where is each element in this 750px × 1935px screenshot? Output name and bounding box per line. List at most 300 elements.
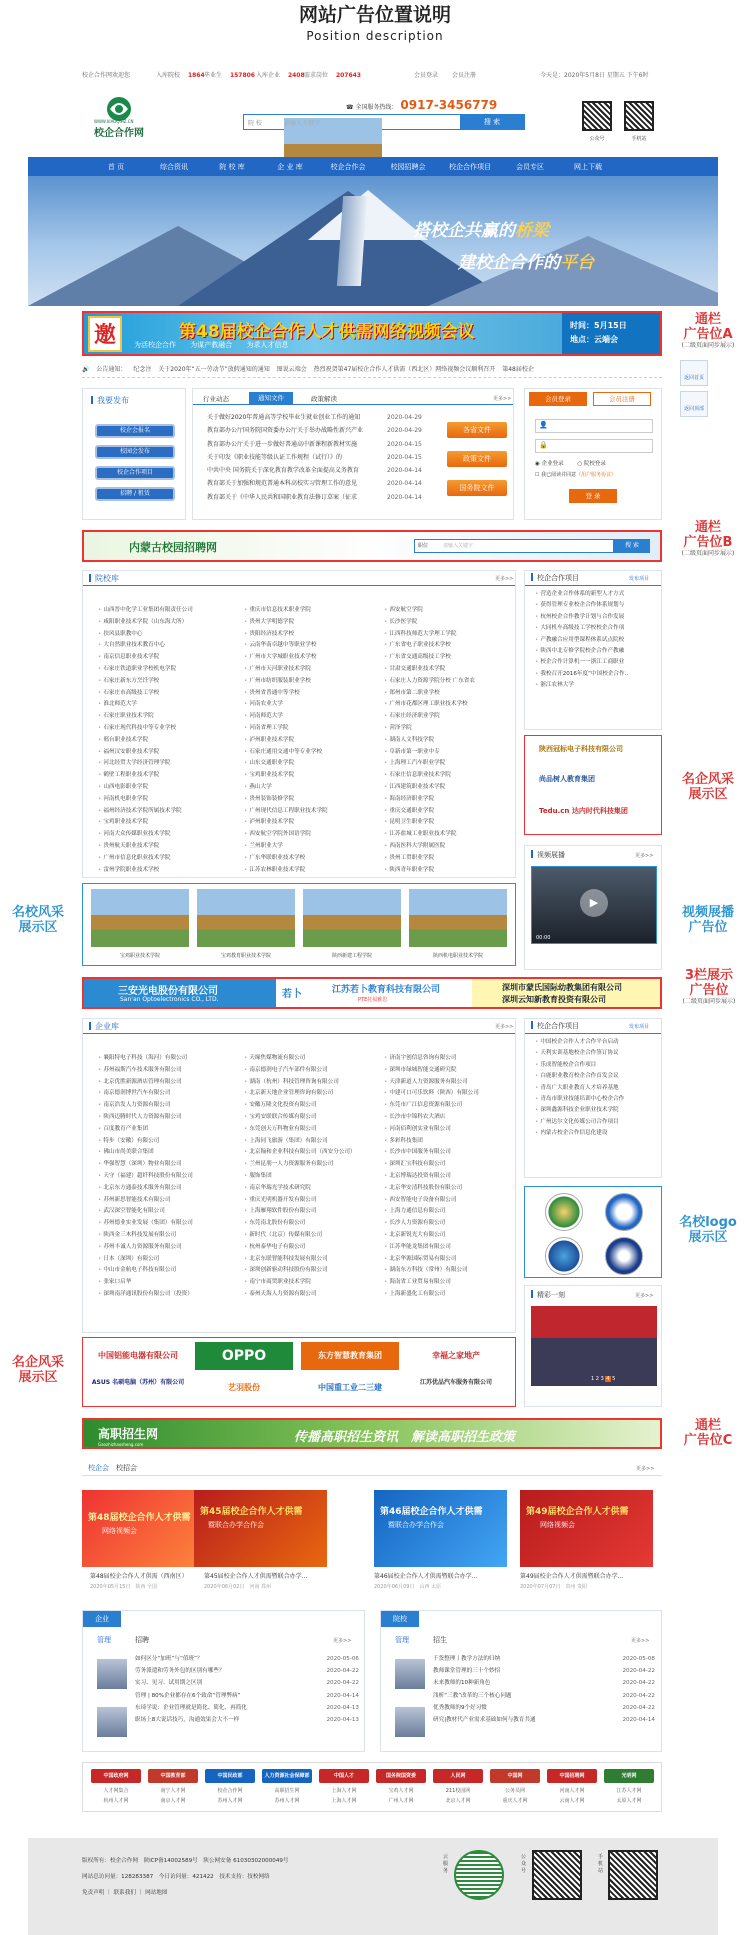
list-item[interactable]: • 南宁市商贸职业技术学院 [244, 1277, 311, 1285]
tab-member-login[interactable]: 会员登录 [529, 392, 587, 406]
link-caption[interactable]: 南宁人才网 [160, 1788, 186, 1794]
list-item[interactable]: • 南京德润电子汽车部件有限公司 [244, 1065, 328, 1073]
publish-project-link[interactable]: 发布项目 [629, 576, 650, 582]
tab-admission[interactable]: 招生 [433, 1636, 447, 1644]
list-item[interactable]: • 青岛广大职业教育人才培养基地 [535, 1083, 659, 1094]
list-item[interactable]: • 石家庄铁道职业学校机电学院 [98, 664, 176, 672]
list-item[interactable]: • 江苏盐城工业职业技术学院 [384, 829, 456, 837]
list-item[interactable]: • 江苏华能龙集团有限公司 [384, 1242, 451, 1250]
list-item[interactable]: • 海南省工业贸易有限公司 [384, 1277, 451, 1285]
search-input[interactable]: 请输入关键字 [284, 118, 382, 176]
list-item[interactable]: • 多彩科技集团 [384, 1136, 423, 1144]
list-item[interactable]: • 东莞市广江信息资源有限公司 [384, 1100, 462, 1108]
category-button[interactable]: 各省文件 [447, 422, 507, 438]
list-item[interactable]: • 贵州航天职业技术学院 [98, 841, 159, 849]
school-logo-icon[interactable] [545, 1193, 583, 1231]
category-button[interactable]: 国务院文件 [447, 480, 507, 496]
list-item[interactable]: • 泸州职业技术学院 [244, 817, 294, 825]
company-logo[interactable]: 尚品树人教育集团 [539, 775, 595, 783]
list-item[interactable]: • 海南经济职业学院 [384, 794, 434, 802]
nav-item[interactable]: 校企合作项目 [449, 163, 491, 171]
more-link[interactable]: 更多>> [635, 853, 654, 859]
company-logo[interactable]: Tedu.cn 达内时代科技集团 [539, 807, 628, 815]
list-item[interactable]: • 杭州泰华电子有限公司 [244, 1242, 305, 1250]
list-item[interactable]: • 河南佰利创实业有限公司 [384, 1124, 451, 1132]
link-caption[interactable]: 苏州人才网 [217, 1798, 243, 1804]
list-item[interactable]: • 宝鸡安联联合传媒有限公司 [244, 1112, 316, 1120]
list-item[interactable]: • 济南宇创信息咨询有限公司 [384, 1053, 456, 1061]
more-link[interactable]: 更多>> [631, 1638, 650, 1644]
company-logo[interactable]: 江苏优品汽车服务有限公司 [419, 1379, 492, 1386]
list-item[interactable]: • 北京翰和企业科技有限公司（西安分公司） [244, 1147, 356, 1155]
link-caption[interactable]: 云南人才网 [559, 1798, 585, 1804]
login-button[interactable]: 登 录 [569, 489, 617, 503]
publish-button[interactable]: 校企会报名 [95, 424, 175, 438]
search-type-select[interactable]: 院 校 [248, 120, 262, 127]
company-logo[interactable]: 艺羽股份 [228, 1383, 260, 1392]
play-icon[interactable]: ▶ [580, 889, 608, 917]
list-item[interactable]: • 安徽万隆文化投资有限公司 [244, 1100, 316, 1108]
list-item[interactable]: • 襄阳特电子科技（海河）有限公司 [98, 1053, 187, 1061]
footer-link[interactable]: 联系我们 [113, 1890, 136, 1896]
list-item[interactable]: • 河南省理工学院 [244, 723, 288, 731]
more-link[interactable]: 更多>> [635, 1293, 654, 1299]
list-item[interactable]: • 武汉深空智能化有限公司 [98, 1206, 165, 1214]
company-logo[interactable]: 幸福之家地产 [432, 1351, 480, 1360]
category-button[interactable]: 政策文件 [447, 451, 507, 467]
list-item[interactable]: • 北京东联智能科技发展有限公司 [244, 1254, 328, 1262]
list-item[interactable]: • 云南华南卓越中等职业学校 [244, 640, 316, 648]
list-item[interactable]: • 杭州校企合作教学计划与合作发展 [535, 612, 659, 623]
notice-item[interactable]: 第48届校企 [502, 366, 534, 373]
list-item[interactable]: • 日本（深圳）有限公司 [98, 1254, 159, 1262]
list-item[interactable]: • 上海新盛化工有限公司 [384, 1289, 445, 1297]
list-item[interactable]: • 石家庄现代科技中等专业学校 [98, 723, 176, 731]
school-logo-icon[interactable] [605, 1237, 643, 1275]
list-item[interactable]: • 兰州职业大学 [244, 841, 283, 849]
company-logo[interactable]: ASUS 名硕电脑（苏州）有限公司 [91, 1379, 185, 1386]
list-item[interactable]: 未来教师的10种新角色 2020-04-22 [433, 1680, 655, 1687]
link-caption[interactable]: 重庆人才网 [502, 1798, 528, 1804]
login-link[interactable]: 会员登录 [414, 72, 439, 79]
list-item[interactable]: • 石家庄新东方烹饪学校 [98, 676, 159, 684]
event-title[interactable]: 第49届校企合作人才供需暨联合办学... [520, 1573, 624, 1580]
list-item[interactable]: • 广州市纺织服装职业学校 [244, 676, 311, 684]
list-item[interactable]: • 苏州福斯汽车技术服务有限公司 [98, 1065, 182, 1073]
list-item[interactable]: • 大同机车高级技工学校校企合作项 [535, 623, 659, 634]
company-logo[interactable]: OPPO [195, 1342, 293, 1370]
list-item[interactable]: • 菏泽学院 [384, 723, 412, 731]
list-item[interactable]: 关于做好2020年普通高等学校毕业生就业创业工作的通知 [207, 414, 361, 421]
home-side-icon[interactable]: 返回首页 [680, 360, 708, 386]
list-item[interactable]: • 福州汉安职业技术学院 [98, 747, 159, 755]
list-item[interactable]: • 南京华瑞光学技术研究院 [244, 1183, 311, 1191]
list-item[interactable]: • 长沙市中锦科农大酒店 [384, 1112, 445, 1120]
more-link[interactable]: 更多>> [495, 1024, 514, 1030]
more-link[interactable]: 更多>> [333, 1638, 352, 1644]
radio-school[interactable]: ○ 院校登录 [577, 461, 606, 467]
more-link[interactable]: 更多>> [636, 1466, 655, 1472]
news-thumbnail[interactable] [395, 1659, 425, 1689]
nav-item[interactable]: 校企合作会 [330, 163, 366, 171]
list-item[interactable]: 如何区分“加班”与“值班”？ 2020-05-06 [135, 1656, 359, 1662]
list-item[interactable]: • 山西晋中化学工业集团有限责任公司 [98, 605, 193, 613]
nav-item[interactable]: 综合资讯 [160, 163, 188, 171]
list-item[interactable]: • 石家庄人力资源学院分校 广东省农 [384, 676, 475, 684]
list-item[interactable]: • 广州达尔文化传媒公司合作项目 [535, 1117, 659, 1128]
list-item[interactable]: • 获得管理专业校企合作体系规划与 [535, 600, 659, 611]
list-item[interactable]: • 北京东方通泰技术服务有限公司 [98, 1183, 182, 1191]
list-item[interactable]: • 天利实训基地校企合作签订协议 [535, 1048, 659, 1059]
publish-button[interactable]: 校园会发布 [95, 445, 175, 459]
ad-b-search-button[interactable]: 搜 索 [614, 539, 650, 553]
list-item[interactable]: • 北京新锐光大有限公司 [384, 1230, 445, 1238]
list-item[interactable]: • 石家庄通用交通中等专业学校 [244, 747, 322, 755]
list-item[interactable]: • 服饰集团 [244, 1171, 272, 1179]
list-item[interactable]: • 南京信息职业技术学院 [98, 652, 159, 660]
company-logo[interactable]: 陕西冠标电子科技有限公司 [539, 745, 623, 753]
list-item[interactable]: • 兰州昆朋一人力资源服务有限公司 [244, 1159, 333, 1167]
tab-xiaozhaohui[interactable]: 校招会 [116, 1464, 137, 1472]
list-item[interactable]: • 石家庄职业技术学院 [98, 711, 154, 719]
link-caption[interactable]: 江苏人才网 [616, 1788, 642, 1794]
list-item[interactable]: • 石家庄经济职业学院 [384, 711, 440, 719]
list-item[interactable]: • 长沙医学院 [384, 617, 417, 625]
publish-button[interactable]: 招聘 / 租赁 [95, 487, 175, 501]
site-logo[interactable] [84, 95, 154, 141]
list-item[interactable]: • 白鹿职业教育校企合作首发会议 [535, 1071, 659, 1082]
link-caption[interactable]: 211校园网 [445, 1788, 471, 1794]
list-item[interactable]: • 西安智能电子设备有限公司 [384, 1195, 456, 1203]
list-item[interactable]: • 鹤壁工程职业技术学院 [98, 770, 159, 778]
list-item[interactable]: • 西南医科大学附属医院 [384, 841, 445, 849]
list-item[interactable]: • 深圳市绿城智能交通研究院 [384, 1065, 456, 1073]
link-caption[interactable]: 北京人才网 [445, 1798, 471, 1804]
list-item[interactable]: 教师课堂管理的三十个妙招 2020-04-22 [433, 1668, 655, 1675]
list-item[interactable]: • 天守（福建）超纤科技股份有限公司 [98, 1171, 193, 1179]
list-item[interactable]: • 贵阳经济技术学校 [244, 629, 294, 637]
list-item[interactable]: • 新时代（北京）传媒有限公司 [244, 1230, 322, 1238]
list-item[interactable]: • 深圳创新驱动科技股份有限公司 [244, 1265, 328, 1273]
list-item[interactable]: • 广州市天河职业技术学院 [244, 664, 311, 672]
link-caption[interactable]: 人才网集合 [103, 1788, 129, 1794]
list-item[interactable]: • 广东华联职业技术学校 [244, 853, 305, 861]
nav-item[interactable]: 网上下载 [574, 163, 602, 171]
list-item[interactable]: • 广州市大学城职业技术学校 [244, 652, 316, 660]
partner-link[interactable]: 中国政府网 [91, 1769, 141, 1783]
list-item[interactable]: • 江西科技师范大学理工学院 [384, 629, 456, 637]
link-caption[interactable]: 公务员网 [504, 1788, 525, 1794]
list-item[interactable]: • 北京新天地企业管理咨询有限公司 [244, 1088, 333, 1096]
list-item[interactable]: • 昆明卫生职业学院 [384, 817, 434, 825]
event-title[interactable]: 第48届校企合作人才供需（西南区） [90, 1573, 188, 1580]
list-item[interactable]: • 河南农业大学 [244, 699, 283, 707]
partner-link[interactable]: 光明网 [604, 1769, 654, 1783]
list-item[interactable]: • 苏州德业实业发展（集团）有限公司 [98, 1218, 193, 1226]
list-item[interactable]: • 广州现代信息工程职业技术学院 [244, 806, 328, 814]
nav-item[interactable]: 校园招聘会 [390, 163, 426, 171]
school-logo-icon[interactable] [545, 1237, 583, 1275]
list-item[interactable]: • 华强智慧（深圳）物业有限公司 [98, 1159, 182, 1167]
link-caption[interactable]: 苏州人才网 [274, 1798, 300, 1804]
link-caption[interactable]: 太原人才网 [616, 1798, 642, 1804]
link-caption[interactable]: 河南人才网 [559, 1788, 585, 1794]
tab-notice[interactable]: 通知文件 [249, 392, 293, 404]
event-card[interactable]: 第45届校企合作人才供需 暨联合办学合作会 [194, 1490, 327, 1567]
hero-banner[interactable] [28, 176, 718, 306]
publish-project-link[interactable]: 发布项目 [629, 1024, 650, 1030]
list-item[interactable]: • 长沙市中国服务有限公司 [384, 1147, 451, 1155]
list-item[interactable]: • 上海理工汽车职业学院 [384, 758, 445, 766]
list-item[interactable]: • 北京华安清科技股份有限公司 [384, 1183, 462, 1191]
list-item[interactable]: 中共中央 国务院关于深化教育教学改革全面提高义务教育 [207, 467, 359, 475]
partner-link[interactable]: 中国教育部 [148, 1769, 198, 1783]
list-item[interactable]: • 湖南（杭州）科技管理咨询有限公司 [244, 1077, 339, 1085]
list-item[interactable]: • 广州市花都区理工职业技术学校 [384, 699, 468, 707]
link-caption[interactable]: 高职招生网 [274, 1788, 300, 1794]
list-item[interactable]: • 燕山大学 [244, 782, 272, 790]
list-item[interactable]: • 深圳汇宝科技有限公司 [384, 1159, 445, 1167]
list-item[interactable]: • 西安航空学院 [384, 605, 423, 613]
list-item[interactable]: • 我校召开2016年度“中国校企合作.. [535, 669, 659, 680]
list-item[interactable]: • 长沙人力资源有限公司 [384, 1218, 445, 1226]
event-card[interactable]: 第49届校企合作人才供需 网络视频会 [520, 1490, 653, 1567]
event-title[interactable]: 第46届校企合作人才供需暨联合办学... [374, 1573, 478, 1580]
list-item[interactable]: • 河南师范大学 [244, 711, 283, 719]
list-item[interactable]: • 北京华源国际贸易有限公司 [384, 1254, 456, 1262]
search-button[interactable]: 搜 索 [460, 115, 524, 129]
tab-member-register[interactable]: 会员注册 [593, 392, 651, 406]
news-thumbnail[interactable] [97, 1659, 127, 1689]
list-item[interactable]: • 深圳南洋通讯股份有限公司（投资） [98, 1289, 193, 1297]
nav-item[interactable]: 会员专区 [516, 163, 544, 171]
list-item[interactable]: • 宝鸡职业技术学院 [98, 817, 148, 825]
list-item[interactable]: • 淮北师范大学 [98, 699, 137, 707]
partner-link[interactable]: 中国招聘网 [547, 1769, 597, 1783]
news-thumbnail[interactable] [395, 1707, 425, 1737]
school-photo[interactable] [197, 889, 295, 947]
list-item[interactable]: • 苏州丰诚人力资源服务有限公司 [98, 1242, 182, 1250]
link-caption[interactable]: 南京人才网 [160, 1798, 186, 1804]
list-item[interactable]: • 河南机电职业学院 [98, 794, 148, 802]
list-item[interactable]: • 重庆光明机器开发有限公司 [244, 1195, 316, 1203]
list-item[interactable]: • 陕西金三木科技发展有限公司 [98, 1230, 176, 1238]
nav-item[interactable]: 院 校 库 [219, 163, 245, 171]
list-item[interactable]: 优秀教师的9个好习惯 2020-04-22 [433, 1704, 655, 1711]
list-item[interactable]: • 阜新市第一职业中专 [384, 747, 440, 755]
list-item[interactable]: • 苏州新思智能技术有限公司 [98, 1195, 170, 1203]
list-item[interactable]: • 陕西中北专修学院校企合作产教融 [535, 646, 659, 657]
list-item[interactable]: • 广东省交通高级技工学校 [384, 652, 451, 660]
company-logo[interactable]: 中国铝能电器有限公司 [98, 1351, 178, 1360]
list-item[interactable]: 浅析“三教”改革的三个核心问题 2020-04-22 [433, 1692, 655, 1699]
list-item[interactable]: • 江西建筑职业技术学院 [384, 782, 445, 790]
partner-link[interactable]: 人民网 [433, 1769, 483, 1783]
link-caption[interactable]: 校企合作网 [217, 1788, 243, 1794]
list-item[interactable]: 教育部关于《中华人民共和国职业教育法修订草案（征求 [207, 493, 358, 501]
partner-link[interactable]: 国务院国资委 [376, 1769, 426, 1783]
list-item[interactable]: 教育部办公厅关于进一步做好普通高中新课程新教材实施 [207, 440, 358, 448]
list-item[interactable]: • 大自然职业技术教育中心 [98, 640, 165, 648]
list-item[interactable]: • 深圳鑫源科技企业职业技术学院 [535, 1105, 659, 1116]
list-item[interactable]: • 雷州学院职业技术学校 [98, 865, 159, 873]
video-player[interactable] [531, 866, 657, 944]
list-item[interactable]: • 内蒙古校企合作信息化建设 [535, 1128, 659, 1139]
tab-management[interactable]: 管理 [395, 1636, 409, 1644]
list-item[interactable]: • 南京德润博世汽车有限公司 [98, 1088, 170, 1096]
banner-ad-c[interactable] [82, 1418, 662, 1449]
list-item[interactable]: • 泰州天海人力资源有限公司 [244, 1289, 316, 1297]
list-item[interactable]: • 天缘焦煤物流有限公司 [244, 1053, 305, 1061]
list-item[interactable]: • 河南大众传媒职业技术学院 [98, 829, 170, 837]
list-item[interactable]: • 上海同飞旅游（集团）有限公司 [244, 1136, 328, 1144]
radio-company[interactable]: ◉ 企业登录 [535, 461, 564, 467]
list-item[interactable]: • 营造企业合作体系的新型人才方式 [535, 589, 659, 600]
list-item[interactable]: • 东莞南北股份有限公司 [244, 1218, 305, 1226]
footer-link[interactable]: 网站地图 [145, 1890, 168, 1896]
list-item[interactable]: • 湖南人文科技学院 [384, 735, 434, 743]
list-item[interactable]: • 产教融合应用型课程体系试点院校 [535, 635, 659, 646]
list-item[interactable]: • 石家庄信息职业技术学院 [384, 770, 451, 778]
nav-item[interactable]: 企 业 库 [277, 163, 303, 171]
register-link[interactable]: 会员注册 [452, 72, 477, 79]
notice-item[interactable]: 热烈祝贺第47届校企合作人才供需（西北区）网络视频会议顺利召开 [313, 366, 496, 373]
username-field[interactable] [535, 419, 653, 433]
list-item[interactable]: • 北京博瑞达投资有限公司 [384, 1171, 451, 1179]
list-item[interactable]: • 河北经贸大学经济管理学院 [98, 758, 170, 766]
school-photo[interactable] [409, 889, 507, 947]
list-item[interactable]: • 福州经济技术学院所属技术学院 [98, 806, 182, 814]
list-item[interactable]: • 甘肃交通职业技术学院 [384, 664, 445, 672]
news-thumbnail[interactable] [97, 1707, 127, 1737]
list-item[interactable]: • 东莞创天万科物业有限公司 [244, 1124, 316, 1132]
list-item[interactable]: 管理 | 80%企业都存在6个致命“管理弊病” 2020-04-14 [135, 1692, 359, 1699]
list-item[interactable]: 千货整理丨教学方法的归纳 2020-05-08 [433, 1656, 655, 1662]
list-item[interactable]: • 中山市金航电子科技有限公司 [98, 1265, 176, 1273]
list-item[interactable]: • 郑州市第二职业学校 [384, 688, 440, 696]
list-item[interactable]: • 陕西迈腾时代人力资源有限公司 [98, 1112, 182, 1120]
company-logo[interactable]: 东方智慧教育集团 [301, 1342, 399, 1370]
list-item[interactable]: • 重庆市信息技术职业学院 [244, 605, 311, 613]
list-item[interactable]: 教育部办公厅国务院国资委办公厅关于举办战略性新兴产业 [207, 427, 364, 435]
link-caption[interactable]: 上海人才网 [331, 1788, 357, 1794]
highlight-pager[interactable]: 1 2 3 4 5 [591, 1376, 616, 1382]
publish-button[interactable]: 校企合作项目 [95, 466, 175, 480]
list-item[interactable]: 东琦学说：企业管理就是简化、简化、再简化 2020-04-13 [135, 1704, 359, 1711]
list-item[interactable]: • 湖南东方科技（常州）有限公司 [384, 1265, 468, 1273]
tab-policy[interactable]: 政策解读 [311, 395, 337, 403]
list-item[interactable]: • 石家庄市高级技工学校 [98, 688, 159, 696]
list-item[interactable]: 教育部关于加强和规范普通本科高校实习管理工作的意见 [207, 480, 358, 488]
notice-item[interactable]: 关于2020年“五一劳动节”放假通知的通知 [158, 366, 270, 373]
list-item[interactable]: • 宝鸡职业技术学院 [244, 770, 294, 778]
list-item[interactable]: • 南京浩发人力资源有限公司 [98, 1100, 170, 1108]
list-item[interactable]: • 扶风县职教中心 [98, 629, 142, 637]
list-item[interactable]: • 乐成智能校企合作项目 [535, 1060, 659, 1071]
list-item[interactable]: • 天津新道人力资源服务有限公司 [384, 1077, 468, 1085]
list-item[interactable]: • 张家口启华 [98, 1277, 131, 1285]
list-item[interactable]: • 上海力通信息有限公司 [384, 1206, 445, 1214]
list-item[interactable]: • 陕西青年职业学院 [384, 865, 434, 873]
ad-ruobu[interactable]: 若卜 江苏若卜教育科技有限公司 PTE托福雅思 [278, 979, 470, 1007]
tab-recruit[interactable]: 招聘 [135, 1636, 149, 1644]
link-caption[interactable]: 广州人才网 [388, 1798, 414, 1804]
school-photo[interactable] [91, 889, 189, 947]
highlight-photo[interactable] [531, 1306, 657, 1386]
ad-sanan[interactable]: 三安光电股份有限公司 San'an Optoelectronics CO., LTD. [84, 979, 276, 1007]
top-side-icon[interactable]: 返回顶部 [680, 391, 708, 417]
tab-xiaoqihui[interactable]: 校企会 [88, 1464, 109, 1472]
event-card[interactable]: 第46届校企合作人才供需 暨联合办学合作会 [374, 1490, 507, 1567]
list-item[interactable]: • 中国校企合作人才合作平台启动 [535, 1037, 659, 1048]
school-photo[interactable] [303, 889, 401, 947]
list-item[interactable]: • 中建可口可乐饮料（陕西）有限公司 [384, 1088, 479, 1096]
list-item[interactable]: • 山西电影职业学院 [98, 782, 148, 790]
list-item[interactable]: • 浙江农林大学 [535, 680, 659, 691]
more-link[interactable]: 更多>> [493, 396, 512, 402]
ad-b-search[interactable]: 职位 请输入关键字 [414, 539, 614, 553]
list-item[interactable]: 劳务派遣和劳务外包的区别有哪些？ 2020-04-22 [135, 1668, 359, 1675]
list-item[interactable]: 职场上8大说话技巧，沟通效果会大不一样 2020-04-13 [135, 1717, 359, 1724]
ad-mengshi[interactable]: 深圳市蒙氏国际幼教集团有限公司 深圳云知新教育投资有限公司 [472, 979, 660, 1007]
banner-ad-b[interactable] [82, 530, 662, 562]
more-link[interactable]: 更多>> [495, 576, 514, 582]
list-item[interactable]: 实习、见习、试用期之区别 2020-04-22 [135, 1680, 359, 1687]
list-item[interactable]: • 江苏农林职业技术学院 [244, 865, 305, 873]
partner-link[interactable]: 人力资源社会保障部 [262, 1769, 312, 1783]
list-item[interactable]: • 广东省电子职业技术学校 [384, 640, 451, 648]
list-item[interactable]: • 校企合作计算机一一浙江工商职业 [535, 657, 659, 668]
event-card[interactable]: 第48届校企合作人才供需 网络视频会 [82, 1490, 215, 1567]
nav-item[interactable]: 首 页 [107, 163, 125, 171]
tab-industry[interactable]: 行业动态 [203, 395, 229, 403]
footer-link[interactable]: 免责声明 [82, 1890, 105, 1896]
list-item[interactable]: • 广州市信息化职业技术学院 [98, 853, 170, 861]
password-field[interactable] [535, 439, 653, 453]
list-item[interactable]: 关于印发《职业技能等级认证工作规程（试行）》的 [207, 453, 343, 461]
partner-link[interactable]: 中国民政部 [205, 1769, 255, 1783]
list-item[interactable]: • 邢台职业技术学院 [98, 735, 148, 743]
event-title[interactable]: 第45届校企合作人才供需暨联合办学... [204, 1573, 308, 1580]
list-item[interactable]: • 贵州工贸职业学院 [384, 853, 434, 861]
partner-link[interactable]: 中国人才 [319, 1769, 369, 1783]
list-item[interactable]: • 贵州大学明德学院 [244, 617, 294, 625]
agree-checkbox[interactable]: ☐ 我已阅读并同意《用户服务协议》 [535, 472, 617, 478]
link-caption[interactable]: 杭州人才网 [103, 1798, 129, 1804]
list-item[interactable]: • 上海雁翔软件股份有限公司 [244, 1206, 316, 1214]
list-item[interactable]: • 贵州省普通中等学校 [244, 688, 300, 696]
list-item[interactable]: • 泸州职业技术学院 [244, 735, 294, 743]
school-logo-icon[interactable] [605, 1193, 643, 1231]
list-item[interactable]: • 重庆交通职业学院 [384, 806, 434, 814]
list-item[interactable]: • 佛山市尚美联合集团 [98, 1147, 154, 1155]
notice-item[interactable]: 图说云端会 [276, 366, 307, 373]
partner-link[interactable]: 中国网 [490, 1769, 540, 1783]
list-item[interactable]: • 西安航空学院外国语学院 [244, 829, 311, 837]
tab-management[interactable]: 管理 [97, 1636, 111, 1644]
list-item[interactable]: • 百度教育产业集团 [98, 1124, 148, 1132]
list-item[interactable]: 研究|教材代产业需求基础如何与教育共通 2020-04-14 [433, 1717, 655, 1724]
link-caption[interactable]: 宝鸡人才网 [388, 1788, 414, 1794]
list-item[interactable]: • 特步（安徽）有限公司 [98, 1136, 159, 1144]
banner-ad-a[interactable]: 邀 第48届校企合作人才供需网络视频会议 为活校企合作 为谋产教融合 为求人才信息 时间：5月15日 地点：云端会 [82, 311, 662, 356]
company-logo[interactable]: 中国重工业二三建 [318, 1383, 382, 1392]
link-caption[interactable]: 上海人才网 [331, 1798, 357, 1804]
notice-item[interactable]: 纪念注 [133, 366, 152, 373]
list-item[interactable]: • 贵州装饰装修学院 [244, 794, 294, 802]
list-item[interactable]: • 咸阳职业技术学院（山东海大所） [98, 617, 187, 625]
list-item[interactable]: • 青岛市职业技能培训中心校企合作 [535, 1094, 659, 1105]
